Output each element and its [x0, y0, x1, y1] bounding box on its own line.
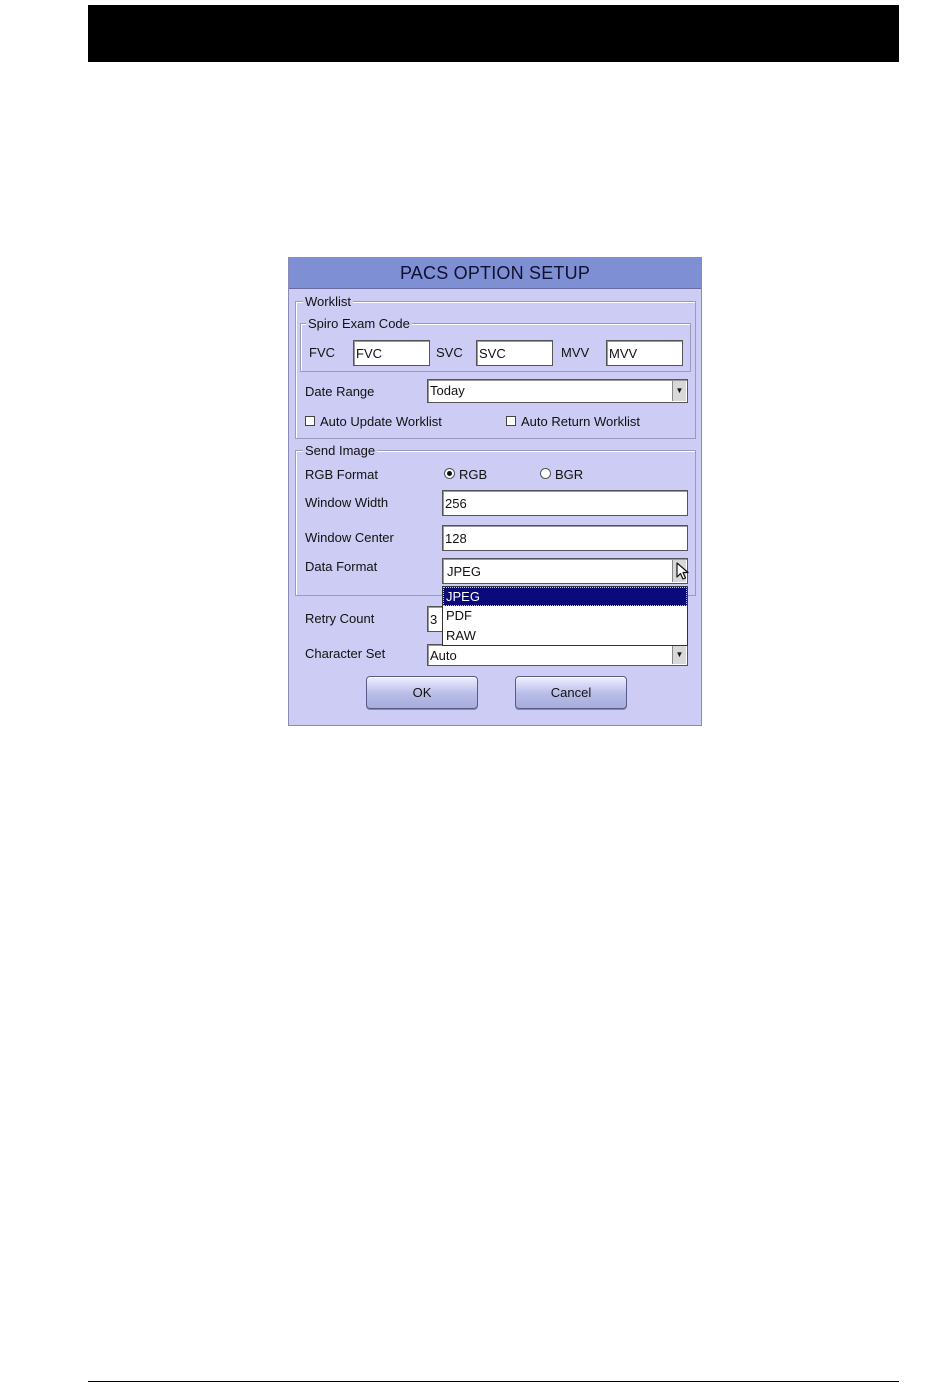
character-set-select[interactable]	[427, 644, 688, 666]
window-center-field[interactable]: 128	[442, 525, 688, 551]
svc-label: SVC	[436, 345, 463, 360]
auto-update-worklist-checkbox[interactable]	[305, 416, 315, 426]
retry-count-label: Retry Count	[305, 611, 375, 626]
send-image-legend: Send Image	[305, 443, 376, 458]
auto-return-worklist-checkbox[interactable]	[506, 416, 516, 426]
data-format-label: Data Format	[305, 559, 378, 574]
data-format-value: JPEG	[447, 564, 481, 579]
date-range-select[interactable]	[427, 379, 688, 403]
data-format-dropdown-list	[442, 586, 688, 646]
ok-button[interactable]: OK	[366, 676, 478, 709]
character-set-label: Character Set	[305, 646, 386, 661]
window-width-field[interactable]: 256	[442, 490, 688, 516]
fvc-label: FVC	[309, 345, 335, 360]
mouse-pointer-icon	[675, 562, 693, 582]
chevron-down-icon[interactable]: ▼	[672, 381, 686, 401]
rgb-radio[interactable]	[444, 468, 455, 479]
dialog-title: PACS OPTION SETUP	[289, 258, 701, 289]
date-range-value: Today	[430, 383, 465, 398]
dropdown-option-jpeg[interactable]: JPEG	[443, 587, 687, 606]
auto-return-worklist-label: Auto Return Worklist	[521, 414, 640, 429]
svc-field[interactable]: SVC	[476, 340, 553, 366]
window-width-label: Window Width	[305, 495, 389, 510]
window-center-label: Window Center	[305, 530, 394, 545]
cancel-button[interactable]: Cancel	[515, 676, 627, 709]
pacs-option-setup-dialog	[288, 257, 702, 726]
rgb-option-label: RGB	[459, 467, 488, 482]
dropdown-option-raw[interactable]: RAW	[446, 628, 476, 643]
auto-update-worklist-label: Auto Update Worklist	[320, 414, 442, 429]
rgb-format-label: RGB Format	[305, 467, 378, 482]
mvv-label: MVV	[561, 345, 590, 360]
worklist-legend: Worklist	[305, 294, 351, 309]
date-range-label: Date Range	[305, 384, 375, 399]
bgr-option-label: BGR	[555, 467, 584, 482]
radio-selected-dot	[447, 471, 452, 476]
mvv-field[interactable]: MVV	[606, 340, 683, 366]
retry-count-field[interactable]: 3	[427, 606, 457, 632]
bgr-radio[interactable]	[540, 468, 551, 479]
data-format-select[interactable]	[442, 558, 688, 584]
character-set-value: Auto	[430, 648, 457, 663]
page-header-bar	[88, 5, 899, 62]
dropdown-option-pdf[interactable]: PDF	[446, 608, 472, 623]
page-footer-rule	[88, 1381, 899, 1382]
chevron-down-icon[interactable]: ▼	[672, 646, 686, 664]
fvc-field[interactable]: FVC	[353, 340, 430, 366]
spiro-exam-code-legend: Spiro Exam Code	[308, 316, 410, 331]
